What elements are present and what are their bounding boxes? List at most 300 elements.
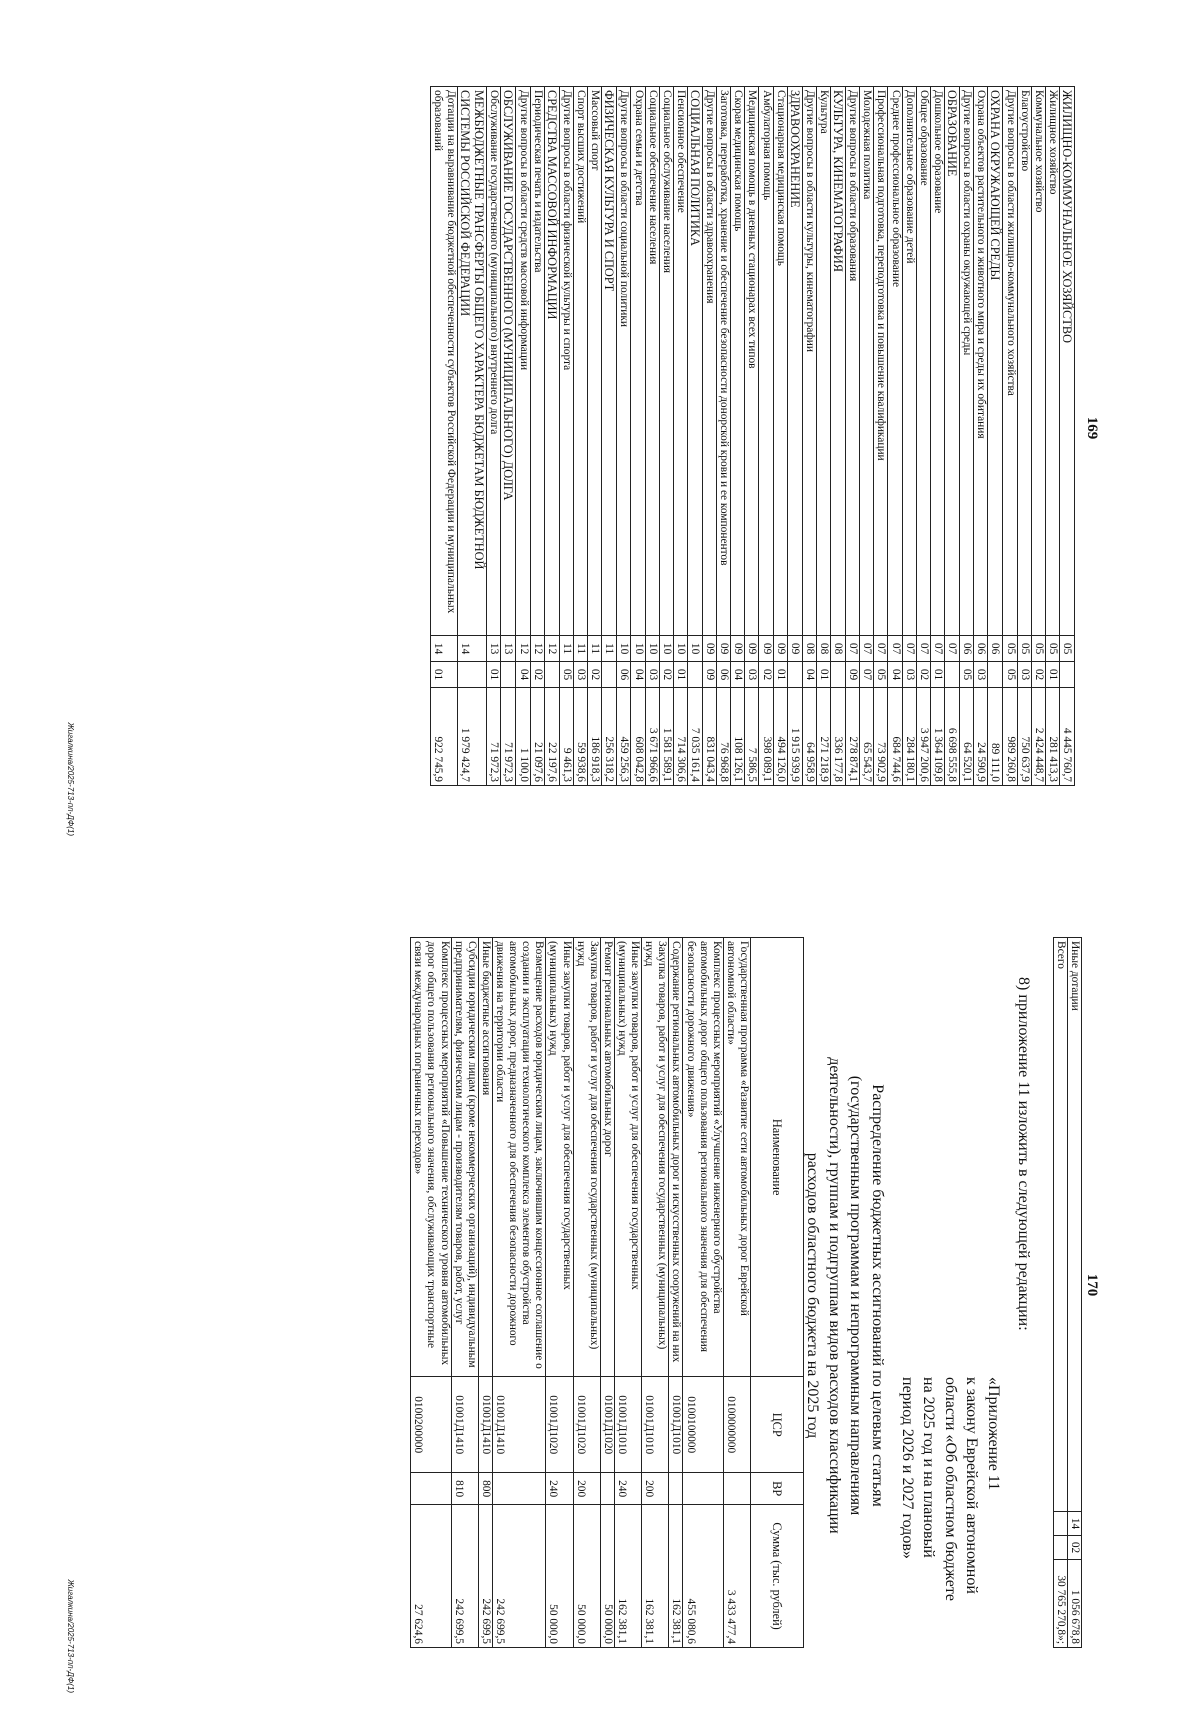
row-name: Иные закупки товаров, работ и услуг для обеспечения государственных (муниципальных) нужд	[614, 938, 641, 1377]
row-subsection: 04	[631, 662, 645, 688]
row-amount: 162 381,1	[669, 1505, 683, 1648]
table-row	[846, 87, 860, 786]
row-section: 06	[974, 636, 988, 662]
row-section: 08	[831, 636, 846, 662]
row-amount: 22 197,6	[544, 688, 559, 786]
table-row	[888, 87, 902, 786]
table-row	[860, 87, 874, 786]
row-section: 10	[645, 636, 659, 662]
row-name: Социальное обеспечение населения	[645, 87, 659, 636]
table-row	[669, 938, 683, 1648]
row-name: Закупка товаров, работ и услуг для обеспечения государственных (муниципальных) нужд	[642, 938, 669, 1377]
row-subsection: 07	[860, 662, 874, 688]
row-subsection: 02	[1031, 662, 1045, 688]
appendix-line: к закону Еврейской автономной	[963, 1377, 981, 1594]
table-row	[930, 87, 944, 786]
table-row	[559, 87, 573, 786]
row-name: Благоустройство	[1017, 87, 1031, 636]
row-name: Стационарная медицинская помощь	[773, 87, 787, 636]
table-row	[673, 87, 687, 786]
row-section: 07	[860, 636, 874, 662]
row-name: Социальное обслуживание населения	[659, 87, 673, 636]
table-row	[745, 87, 759, 786]
row-amount: 1 581 589,1	[659, 688, 673, 786]
row-target-code: 01001Д1410	[451, 1377, 478, 1473]
table-row	[773, 87, 787, 786]
table-row	[617, 87, 631, 786]
row-section: 06	[960, 636, 974, 662]
row-subsection: 01	[930, 662, 944, 688]
table-row	[478, 938, 492, 1648]
row-name: Профессиональная подготовка, переподготовка и повышение квалификации	[874, 87, 888, 636]
row-amount: 494 126,0	[773, 688, 787, 786]
row-amount: 831 043,4	[703, 688, 717, 786]
row-section: 10	[673, 636, 687, 662]
row-amount: 398 089,1	[759, 688, 773, 786]
row-name: Другие вопросы в области охраны окружающей среды	[960, 87, 974, 636]
row-section: 09	[717, 636, 731, 662]
row-amount: 89 111,0	[988, 688, 1003, 786]
row-section: 14	[1067, 1512, 1081, 1536]
row-name: ЗДРАВООХРАНЕНИЕ	[787, 87, 802, 636]
row-section: 09	[773, 636, 787, 662]
row-subsection	[944, 662, 959, 688]
row-name: Закупка товаров, работ и услуг для обеспечения государственных (муниципальных) нужд	[573, 938, 600, 1377]
row-name: Другие вопросы в области физической культуры и спорта	[559, 87, 573, 636]
table-row	[974, 87, 988, 786]
row-amount: 1 364 109,8	[930, 688, 944, 786]
row-section: 12	[516, 636, 530, 662]
row-amount: 714 306,6	[673, 688, 687, 786]
row-amount: 6 698 555,8	[944, 688, 959, 786]
row-amount: 108 126,1	[731, 688, 745, 786]
row-subsection: 01	[430, 662, 457, 688]
row-target-code: 01001Д1020	[600, 1377, 614, 1473]
table-row	[573, 938, 600, 1648]
row-section: 12	[544, 636, 559, 662]
row-amount: 21 097,6	[530, 688, 544, 786]
row-name: Общее образование	[916, 87, 930, 636]
table-row	[787, 87, 802, 786]
page-number: 170	[1084, 1273, 1100, 1297]
row-name: Дошкольное образование	[930, 87, 944, 636]
row-amount: 73 902,9	[874, 688, 888, 786]
row-subsection: 02	[659, 662, 673, 688]
row-section: 05	[1045, 636, 1059, 662]
row-section: 11	[602, 636, 617, 662]
table-row	[501, 87, 516, 786]
table-row	[759, 87, 773, 786]
row-name: Другие вопросы в области средств массовой информации	[516, 87, 530, 636]
title-line: Распределение бюджетных ассигнований по целевым статьям	[869, 1084, 886, 1507]
row-section: 14	[430, 636, 457, 662]
row-amount: 186 918,3	[588, 688, 602, 786]
row-amount: 64 520,1	[960, 688, 974, 786]
appendix-heading	[896, 1377, 1004, 1649]
row-amount: 242 699,5	[478, 1505, 492, 1648]
row-section: 11	[559, 636, 573, 662]
row-subsection: 03	[645, 662, 659, 688]
row-section: 09	[759, 636, 773, 662]
row-section: 09	[745, 636, 759, 662]
row-name: Молодежная политика	[860, 87, 874, 636]
table-row	[573, 87, 587, 786]
table-row	[600, 938, 614, 1648]
row-amount: 64 958,9	[802, 688, 816, 786]
table-row	[544, 87, 559, 786]
row-section: 14	[457, 636, 486, 662]
row-amount: 3 671 966,6	[645, 688, 659, 786]
row-amount: 7 035 161,4	[687, 688, 702, 786]
row-name: Охрана семьи и детства	[631, 87, 645, 636]
row-subsection: 05	[559, 662, 573, 688]
footer-code: Жигалкина/2025-713-пп-ДФ(1)	[66, 1579, 75, 1693]
row-amount: 71 972,3	[487, 688, 501, 786]
row-expense-type: 200	[573, 1473, 600, 1505]
row-section: 07	[944, 636, 959, 662]
row-subsection: 05	[874, 662, 888, 688]
table-row	[874, 87, 888, 786]
row-amount: 3 947 200,6	[916, 688, 930, 786]
row-subsection: 01	[773, 662, 787, 688]
row-amount: 24 590,9	[974, 688, 988, 786]
row-name: Среднее профессиональное образование	[888, 87, 902, 636]
table-row	[530, 87, 544, 786]
row-name: Другие вопросы в области здравоохранения	[703, 87, 717, 636]
row-subsection: 03	[745, 662, 759, 688]
table-row	[1045, 87, 1059, 786]
row-name: ЖИЛИЩНО-КОММУНАЛЬНОЕ ХОЗЯЙСТВО	[1059, 87, 1074, 636]
amendment-paragraph: 8) приложение 11 изложить в следующей редакции:	[1015, 977, 1032, 1331]
row-amount: 922 745,9	[430, 688, 457, 786]
row-amount: 1 979 424,7	[457, 688, 486, 786]
row-subsection	[1053, 1536, 1067, 1560]
row-name: ОБРАЗОВАНИЕ	[944, 87, 959, 636]
row-subsection: 06	[717, 662, 731, 688]
row-amount: 7 586,5	[745, 688, 759, 786]
row-name: Другие вопросы в области образования	[846, 87, 860, 636]
row-name: Возмещение расходов юридическим лицам, заключившим концессионное соглашение о создании и эксплуатации технологического комплекса элементов обустройства автомобильных дорог, предназначенного для обеспечения безопасности дорожного движения на территории области	[492, 938, 545, 1377]
row-subsection: 01	[673, 662, 687, 688]
row-name: Другие вопросы в области жилищно-коммунального хозяйства	[1003, 87, 1017, 636]
row-section: 08	[816, 636, 830, 662]
row-section: 12	[530, 636, 544, 662]
footer-code: Жигалкина/2025-713-пп-ДФ(1)	[66, 722, 75, 836]
row-name: Спорт высших достижений	[573, 87, 587, 636]
row-section: 10	[659, 636, 673, 662]
row-expense-type	[492, 1473, 545, 1505]
row-name: КУЛЬТУРА, КИНЕМАТОГРАФИЯ	[831, 87, 846, 636]
table-row	[1017, 87, 1031, 786]
table-row	[642, 938, 669, 1648]
row-target-code: 0100100000	[683, 1377, 723, 1473]
row-subsection: 01	[816, 662, 830, 688]
row-name: Государственная программа «Развитие сети автомобильных дорог Еврейской автономной области»	[723, 938, 750, 1377]
row-subsection	[1059, 662, 1074, 688]
row-name: Всего	[1053, 938, 1067, 1512]
row-name: Дополнительное образование детей	[902, 87, 916, 636]
row-name: Медицинская помощь в дневных стационарах всех типов	[745, 87, 759, 636]
page-number: 169	[1084, 416, 1100, 440]
row-amount: 455 080,6	[683, 1505, 723, 1648]
row-amount: 284 180,1	[902, 688, 916, 786]
row-section: 05	[1003, 636, 1017, 662]
row-amount: 1 056 678,8	[1067, 1560, 1081, 1648]
row-target-code: 0100200000	[411, 1377, 451, 1473]
row-expense-type: 240	[614, 1473, 641, 1505]
row-name: СОЦИАЛЬНАЯ ПОЛИТИКА	[687, 87, 702, 636]
row-amount: 50 000,0	[573, 1505, 600, 1648]
row-amount: 30 765 270,8»;	[1053, 1560, 1067, 1648]
table-header-row	[751, 938, 804, 1648]
row-amount: 50 000,0	[600, 1505, 614, 1648]
row-target-code: 01001Д1010	[642, 1377, 669, 1473]
row-amount: 9 461,3	[559, 688, 573, 786]
row-name: Заготовка, переработка, хранение и обеспечение безопасности донорской крови и ее компонентов	[717, 87, 731, 636]
row-target-code: 0100000000	[723, 1377, 750, 1473]
row-section: 10	[631, 636, 645, 662]
row-name: Дотации на выравнивание бюджетной обеспеченности субъектов Российской Федерации и муниципальных образований	[430, 87, 457, 636]
row-subsection	[988, 662, 1003, 688]
row-name: Содержание региональных автомобильных дорог и искусственных сооружений на них	[669, 938, 683, 1377]
row-name: Скорая медицинская помощь	[731, 87, 745, 636]
row-amount: 27 624,6	[411, 1505, 451, 1648]
row-amount: 1 100,0	[516, 688, 530, 786]
row-subsection: 05	[960, 662, 974, 688]
row-amount: 50 000,0	[546, 1505, 573, 1648]
row-name: Иные закупки товаров, работ и услуг для обеспечения государственных (муниципальных) нужд	[546, 938, 573, 1377]
row-name: ФИЗИЧЕСКАЯ КУЛЬТУРА И СПОРТ	[602, 87, 617, 636]
row-section: 13	[487, 636, 501, 662]
row-name: СРЕДСТВА МАССОВОЙ ИНФОРМАЦИИ	[544, 87, 559, 636]
header-sum: Сумма (тыс. рублей)	[751, 1505, 804, 1648]
table-row	[902, 87, 916, 786]
row-section	[1053, 1512, 1067, 1536]
row-subsection: 04	[516, 662, 530, 688]
row-subsection	[687, 662, 702, 688]
row-name: Комплекс процессных мероприятий «Повышение технического уровня автомобильных дорог общего пользования регионального значения, обслуживающих транспортные связи международных пограничных переходов»	[411, 938, 451, 1377]
row-subsection: 02	[759, 662, 773, 688]
row-amount: 750 637,9	[1017, 688, 1031, 786]
row-name: Культура	[816, 87, 830, 636]
row-name: Иные бюджетные ассигнования	[478, 938, 492, 1377]
row-subsection: 09	[703, 662, 717, 688]
row-subsection: 03	[573, 662, 587, 688]
table-row	[516, 87, 530, 786]
allocation-table-body	[411, 938, 751, 1648]
row-name: Коммунальное хозяйство	[1031, 87, 1045, 636]
table-row	[1031, 87, 1045, 786]
table-row	[487, 87, 501, 786]
row-name: Жилищное хозяйство	[1045, 87, 1059, 636]
totals-table	[1053, 937, 1082, 1648]
row-subsection: 02	[916, 662, 930, 688]
header-name: Наименование	[751, 938, 804, 1377]
appendix-line: области «Об областном бюджете	[941, 1377, 959, 1601]
page-170	[0, 857, 1200, 1713]
row-section: 07	[846, 636, 860, 662]
left-budget-table	[430, 86, 1075, 786]
row-name: Периодическая печать и издательства	[530, 87, 544, 636]
row-name: Амбулаторная помощь	[759, 87, 773, 636]
row-expense-type	[669, 1473, 683, 1505]
row-name: Субсидии юридическим лицам (кроме некоммерческих организаций), индивидуальным предпринимателям, физическим лицам - производителям товаров, работ, услуг	[451, 938, 478, 1377]
table-row	[1003, 87, 1017, 786]
row-subsection: 02	[530, 662, 544, 688]
header-csr: ЦСР	[751, 1377, 804, 1473]
row-amount: 4 445 760,7	[1059, 688, 1074, 786]
row-amount: 608 042,8	[631, 688, 645, 786]
left-table-body	[430, 87, 1074, 786]
table-row	[683, 938, 723, 1648]
table-row	[631, 87, 645, 786]
row-amount: 1 915 939,9	[787, 688, 802, 786]
table-row	[614, 938, 641, 1648]
table-row	[1067, 938, 1081, 1648]
row-amount: 281 413,3	[1045, 688, 1059, 786]
row-name: Ремонт региональных автомобильных дорог	[600, 938, 614, 1377]
totals-table-body	[1053, 938, 1081, 1648]
row-amount: 162 381,1	[642, 1505, 669, 1648]
row-amount: 684 744,6	[888, 688, 902, 786]
row-section: 07	[888, 636, 902, 662]
row-target-code: 01001Д1410	[478, 1377, 492, 1473]
row-target-code: 01001Д1020	[573, 1377, 600, 1473]
appendix-line: период 2026 и 2027 годов»	[898, 1377, 916, 1559]
appendix-line: «Приложение 11	[985, 1377, 1002, 1491]
row-section: 09	[787, 636, 802, 662]
row-subsection: 09	[846, 662, 860, 688]
row-amount: 459 256,3	[617, 688, 631, 786]
table-row	[687, 87, 702, 786]
row-name: Комплекс процессных мероприятий «Улучшение инженерного обустройства автомобильных дорог общего пользования регионального значения для обеспечения безопасности дорожного движения»	[683, 938, 723, 1377]
appendix-line: на 2025 год и на плановый	[920, 1377, 938, 1558]
row-amount: 278 874,1	[846, 688, 860, 786]
row-amount: 71 972,3	[501, 688, 516, 786]
table-row	[731, 87, 745, 786]
table-row	[645, 87, 659, 786]
title-line: (государственным программам и непрограммным направлениям	[847, 1075, 865, 1516]
row-subsection: 03	[1017, 662, 1031, 688]
row-amount: 3 433 477,4	[723, 1505, 750, 1648]
row-subsection	[544, 662, 559, 688]
row-section: 09	[703, 636, 717, 662]
row-section: 13	[501, 636, 516, 662]
row-subsection: 02	[1067, 1536, 1081, 1560]
table-row	[944, 87, 959, 786]
row-subsection	[787, 662, 802, 688]
row-expense-type	[723, 1473, 750, 1505]
row-section: 10	[687, 636, 702, 662]
table-row	[717, 87, 731, 786]
row-target-code: 01001Д1410	[492, 1377, 545, 1473]
row-expense-type: 240	[546, 1473, 573, 1505]
row-section: 10	[617, 636, 631, 662]
title-line: деятельности), группам и подгруппам видов расходов классификации	[825, 1057, 843, 1534]
row-name: Другие вопросы в области культуры, кинематографии	[802, 87, 816, 636]
row-subsection: 01	[487, 662, 501, 688]
row-subsection: 04	[802, 662, 816, 688]
title-line: расходов областного бюджета на 2025 год	[804, 1152, 822, 1439]
row-subsection: 06	[617, 662, 631, 688]
table-row	[588, 87, 602, 786]
row-expense-type	[683, 1473, 723, 1505]
row-amount: 336 177,8	[831, 688, 846, 786]
row-amount: 59 938,6	[573, 688, 587, 786]
table-row	[659, 87, 673, 786]
row-name: ОБСЛУЖИВАНИЕ ГОСУДАРСТВЕННОГО (МУНИЦИПАЛЬНОГО) ДОЛГА	[501, 87, 516, 636]
row-target-code: 01001Д1010	[669, 1377, 683, 1473]
row-amount: 65 543,7	[860, 688, 874, 786]
table-row	[451, 938, 478, 1648]
row-subsection	[602, 662, 617, 688]
row-amount: 76 968,8	[717, 688, 731, 786]
table-row	[816, 87, 830, 786]
row-section: 06	[988, 636, 1003, 662]
row-name: МЕЖБЮДЖЕТНЫЕ ТРАНСФЕРТЫ ОБЩЕГО ХАРАКТЕРА БЮДЖЕТАМ БЮДЖЕТНОЙ СИСТЕМЫ РОССИЙСКОЙ ФЕДЕРАЦИИ	[457, 87, 486, 636]
row-subsection: 04	[888, 662, 902, 688]
row-expense-type	[411, 1473, 451, 1505]
table-row	[457, 87, 486, 786]
table-row	[703, 87, 717, 786]
table-row	[492, 938, 545, 1648]
row-subsection: 01	[1045, 662, 1059, 688]
row-section: 11	[573, 636, 587, 662]
row-subsection: 04	[731, 662, 745, 688]
row-section: 08	[802, 636, 816, 662]
row-expense-type: 800	[478, 1473, 492, 1505]
row-expense-type	[600, 1473, 614, 1505]
row-section: 09	[731, 636, 745, 662]
row-subsection: 05	[1003, 662, 1017, 688]
row-amount: 271 218,9	[816, 688, 830, 786]
row-name: Иные дотации	[1067, 938, 1081, 1512]
table-row	[1053, 938, 1067, 1648]
table-row	[960, 87, 974, 786]
row-amount: 242 699,5	[451, 1505, 478, 1648]
row-amount: 162 381,1	[614, 1505, 641, 1648]
row-section: 11	[588, 636, 602, 662]
row-section: 05	[1017, 636, 1031, 662]
document-title	[802, 943, 888, 1648]
table-row	[430, 87, 457, 786]
row-subsection: 03	[974, 662, 988, 688]
row-section: 05	[1031, 636, 1045, 662]
row-name: Пенсионное обеспечение	[673, 87, 687, 636]
row-amount: 242 699,5	[492, 1505, 545, 1648]
row-subsection: 03	[902, 662, 916, 688]
row-expense-type: 810	[451, 1473, 478, 1505]
row-amount: 989 260,8	[1003, 688, 1017, 786]
row-subsection	[831, 662, 846, 688]
header-vr: ВР	[751, 1473, 804, 1505]
row-section: 07	[874, 636, 888, 662]
table-row	[546, 938, 573, 1648]
table-row	[988, 87, 1003, 786]
table-row	[1059, 87, 1074, 786]
row-name: ОХРАНА ОКРУЖАЮЩЕЙ СРЕДЫ	[988, 87, 1003, 636]
row-section: 07	[916, 636, 930, 662]
row-subsection	[457, 662, 486, 688]
page-169	[0, 0, 1200, 856]
row-subsection	[501, 662, 516, 688]
row-target-code: 01001Д1010	[614, 1377, 641, 1473]
row-name: Массовый спорт	[588, 87, 602, 636]
table-row	[602, 87, 617, 786]
table-row	[411, 938, 451, 1648]
row-name: Другие вопросы в области социальной политики	[617, 87, 631, 636]
table-row	[723, 938, 750, 1648]
